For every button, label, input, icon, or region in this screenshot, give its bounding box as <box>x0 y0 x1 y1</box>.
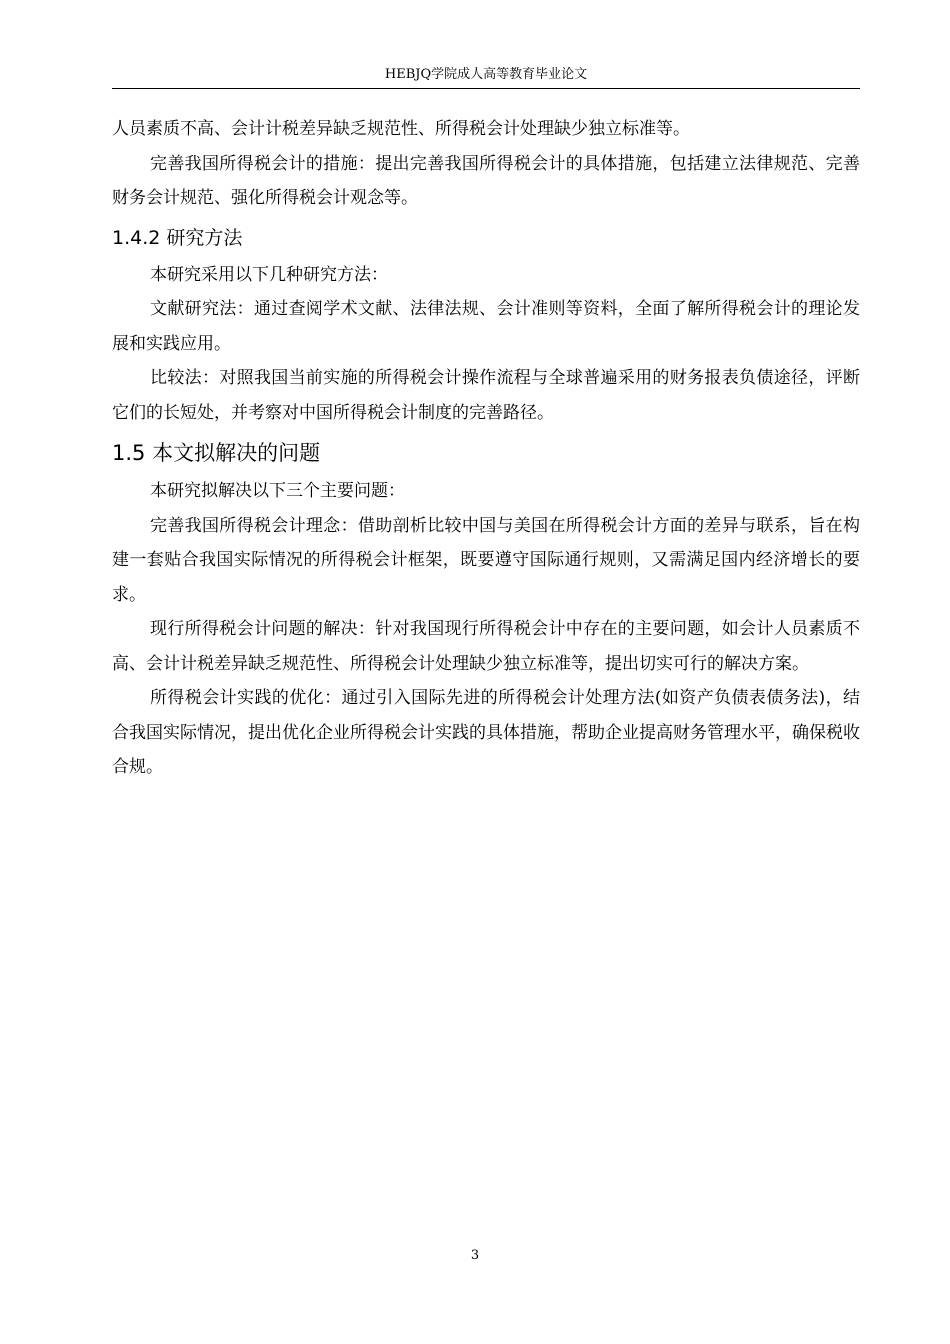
paragraph-current-problems: 现行所得税会计问题的解决：针对我国现行所得税会计中存在的主要问题，如会计人员素质不高、会计计税差异缺乏规范性、所得税会计处理缺少独立标准等，提出切实可行的解决方案。 <box>112 619 860 674</box>
section-heading-1-4-2: 1.4.2 研究方法 <box>112 226 243 249</box>
paragraph-methods-intro: 本研究采用以下几种研究方法： <box>150 264 388 285</box>
page-number: 3 <box>470 1248 480 1263</box>
paragraph-problems-intro: 本研究拟解决以下三个主要问题： <box>150 481 405 501</box>
document-body <box>112 112 860 785</box>
paragraph-measures: 完善我国所得税会计的措施：提出完善我国所得税会计的具体措施，包括建立法律规范、完善财务会计规范、强化所得税会计观念等。 <box>112 153 860 208</box>
page-header <box>112 66 860 89</box>
paragraph-comparison-method: 比较法：对照我国当前实施的所得税会计操作流程与全球普遍采用的财务报表负债途径，评断它们的长短处，并考察对中国所得税会计制度的完善路径。 <box>112 368 860 423</box>
paragraph-practice-optimization: 所得税会计实践的优化：通过引入国际先进的所得税会计处理方法(如资产负债表债务法)，结合我国实际情况，提出优化企业所得税会计实践的具体措施，帮助企业提高财务管理水平，确保税收合规。 <box>112 688 860 777</box>
section-heading-1-5: 1.5 本文拟解决的问题 <box>112 441 321 465</box>
paragraph-concept: 完善我国所得税会计理念：借助剖析比较中国与美国在所得税会计方面的差异与联系，旨在构建一套贴合我国实际情况的所得税会计框架，既要遵守国际通行规则，又需满足国内经济增长的要求。 <box>112 515 860 605</box>
paragraph-literature-method: 文献研究法：通过查阅学术文献、法律法规、会计准则等资料，全面了解所得税会计的理论发展和实践应用。 <box>112 299 860 354</box>
header-title: HEBJQ学院成人高等教育毕业论文 <box>384 67 588 82</box>
paragraph-continuation: 人员素质不高、会计计税差异缺乏规范性、所得税会计处理缺少独立标准等。 <box>112 119 690 139</box>
